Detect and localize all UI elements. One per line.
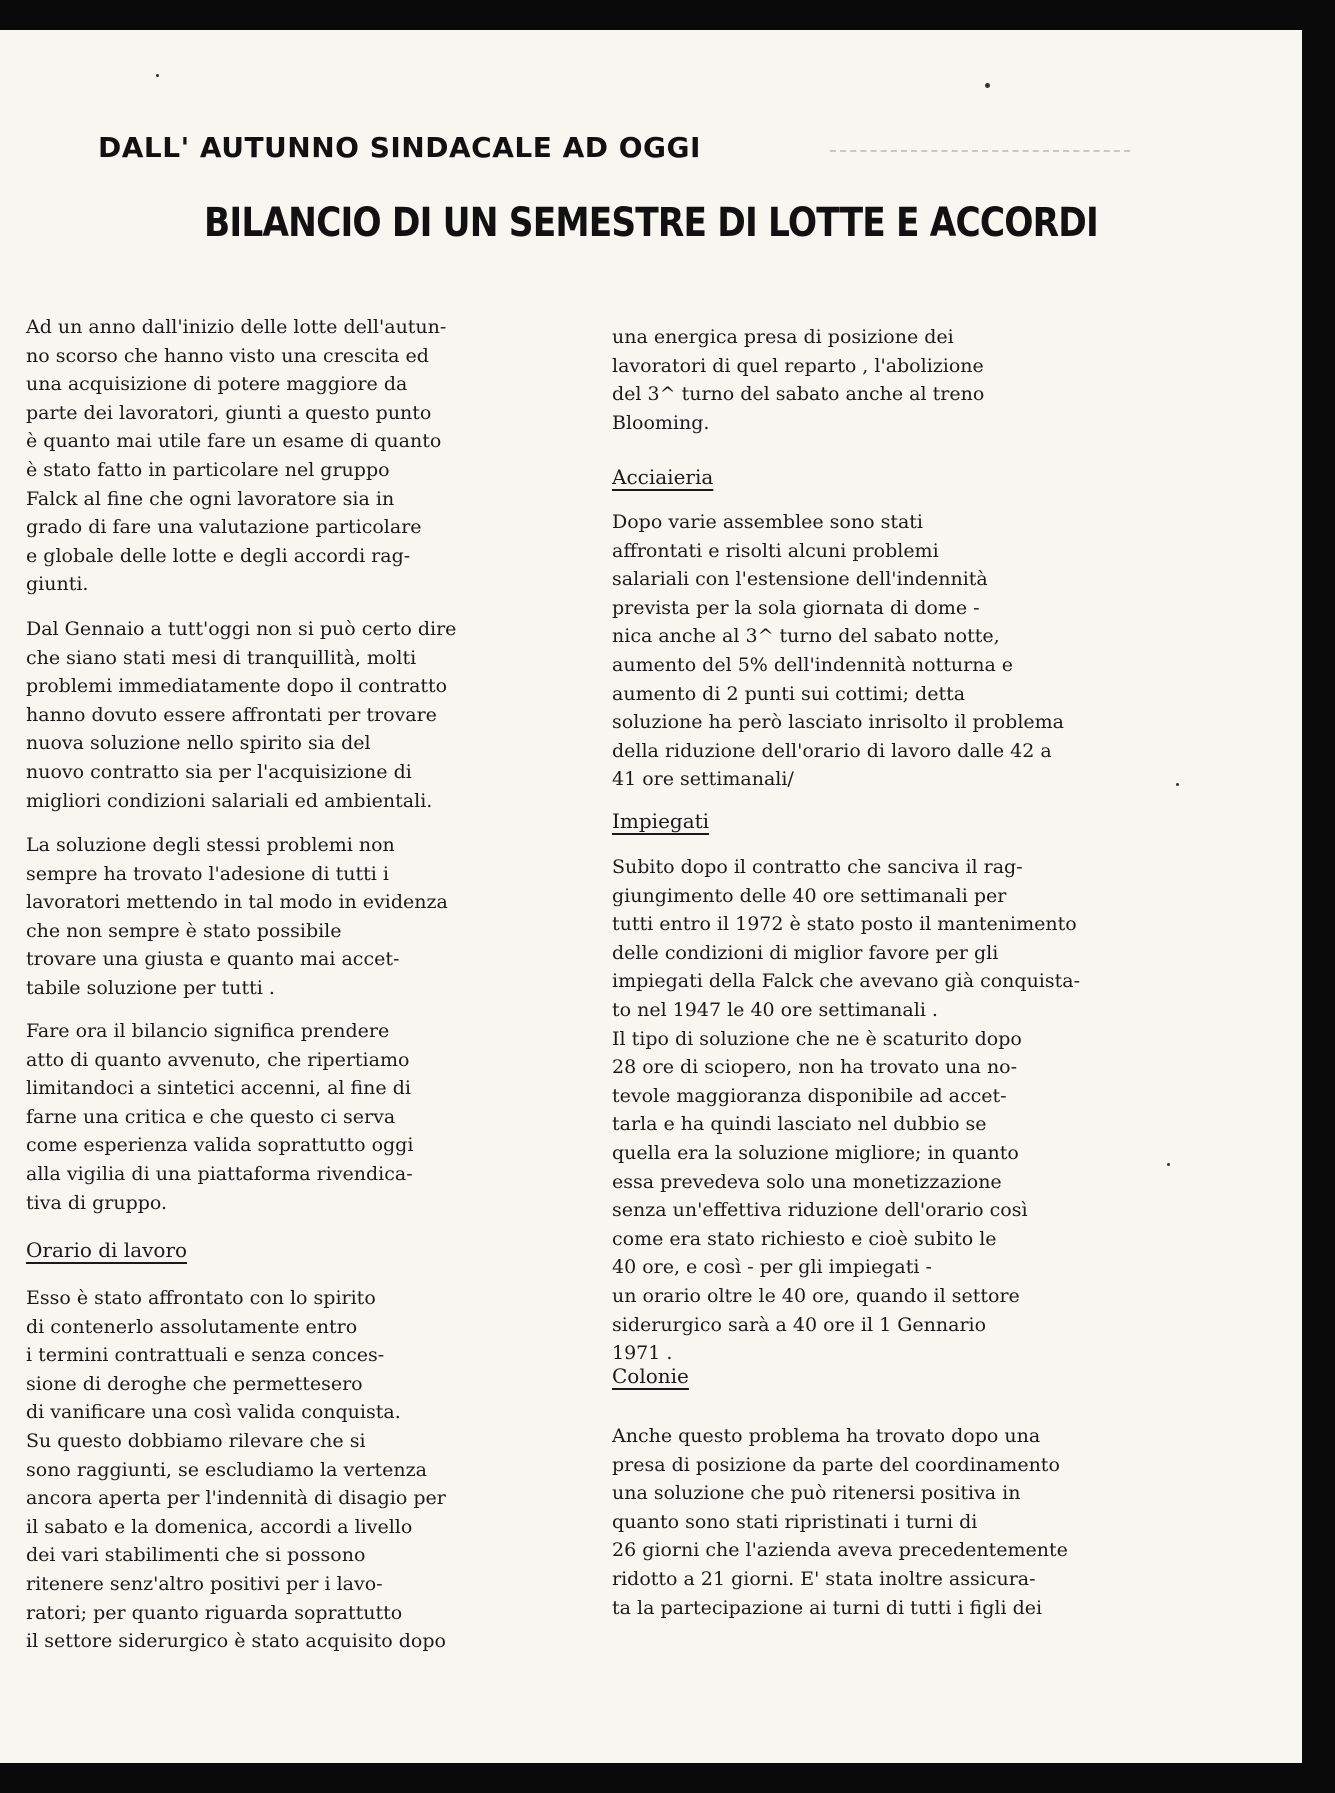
text-line: tabile soluzione per tutti . xyxy=(26,976,275,999)
text-line: parte dei lavoratori, giunti a questo punto xyxy=(26,401,432,424)
text-line: ridotto a 21 giorni. E' stata inoltre assicura- xyxy=(612,1567,1036,1590)
paragraph-intro xyxy=(26,313,446,599)
text-line: senza un'effettiva riduzione dell'orario così xyxy=(612,1199,1028,1222)
text-line: no scorso che hanno visto una crescita ed xyxy=(26,344,429,367)
text-line: limitandoci a sintetici accenni, al fine di xyxy=(26,1077,411,1100)
text-line: Falck al fine che ogni lavoratore sia in xyxy=(26,487,395,510)
decorative-dash-rule xyxy=(830,150,1130,152)
text-line: è stato fatto in particolare nel gruppo xyxy=(26,458,390,481)
text-line: farne una critica e che questo ci serva xyxy=(26,1105,396,1128)
text-line: della riduzione dell'orario di lavoro dalle 42 a xyxy=(612,739,1052,762)
print-speck xyxy=(1167,1163,1170,1166)
scan-border xyxy=(1302,0,1335,1793)
text-line: sono raggiunti, se escludiamo la vertenza xyxy=(26,1458,427,1481)
paragraph-bilancio xyxy=(26,1017,413,1217)
text-line: del 3^ turno del sabato anche al treno xyxy=(612,383,985,406)
print-speck xyxy=(156,74,159,77)
text-line: 26 giorni che l'azienda aveva precedentemente xyxy=(612,1539,1068,1562)
text-line: giungimento delle 40 ore settimanali per xyxy=(612,884,1007,907)
text-line: Ad un anno dall'inizio delle lotte dell'autun- xyxy=(26,316,447,338)
text-line: una soluzione che può ritenersi positiva in xyxy=(612,1482,1021,1505)
paragraph-continuation xyxy=(612,323,984,437)
kicker-heading: DALL' AUTUNNO SINDACALE AD OGGI xyxy=(98,131,701,164)
text-line: che siano stati mesi di tranquillità, molti xyxy=(26,646,417,669)
text-line: migliori condizioni salariali ed ambientali. xyxy=(26,789,433,812)
text-line: Su questo dobbiamo rilevare che si xyxy=(26,1429,366,1452)
text-line: alla vigilia di una piattaforma rivendica- xyxy=(26,1162,413,1185)
text-line: sempre ha trovato l'adesione di tutti i xyxy=(26,862,389,885)
section-title-acciaieria: Acciaieria xyxy=(612,465,714,489)
text-line: il sabato e la domenica, accordi a livello xyxy=(26,1515,413,1538)
text-line: giunti. xyxy=(26,573,89,596)
paragraph-impiegati xyxy=(612,853,1080,1368)
text-line: problemi immediatamente dopo il contratto xyxy=(26,675,448,698)
text-line: nuova soluzione nello spirito sia del xyxy=(26,732,371,755)
text-line: presa di posizione da parte del coordinamento xyxy=(612,1453,1060,1476)
paragraph-orario xyxy=(26,1284,446,1656)
text-line: i termini contrattuali e senza conces- xyxy=(26,1344,385,1367)
text-line: 41 ore settimanali/ xyxy=(612,768,794,791)
text-line: una acquisizione di potere maggiore da xyxy=(26,373,408,396)
text-line: impiegati della Falck che avevano già conquista- xyxy=(612,970,1081,993)
text-line: come esperienza valida soprattutto oggi xyxy=(26,1134,414,1157)
section-title-colonie: Colonie xyxy=(612,1364,689,1388)
text-line: aumento di 2 punti sui cottimi; detta xyxy=(612,682,966,705)
document-page xyxy=(0,30,1302,1763)
text-line: Subito dopo il contratto che sanciva il rag- xyxy=(612,856,1023,878)
text-line: di vanificare una così valida conquista. xyxy=(26,1401,401,1424)
text-line: hanno dovuto essere affrontati per trovare xyxy=(26,703,437,726)
text-line: Dal Gennaio a tutt'oggi non si può certo dire xyxy=(26,618,457,640)
text-line: essa prevedeva solo una monetizzazione xyxy=(612,1170,1002,1193)
text-line: tevole maggioranza disponibile ad accet- xyxy=(612,1084,1007,1107)
section-title-impiegati: Impiegati xyxy=(612,809,710,833)
text-line: Fare ora il bilancio significa prendere xyxy=(26,1020,390,1042)
text-line: che non sempre è stato possibile xyxy=(26,919,342,942)
text-line: ta la partecipazione ai turni di tutti i figli dei xyxy=(612,1596,1043,1619)
text-line: aumento del 5% dell'indennità notturna e xyxy=(612,653,1014,676)
text-line: 1971 . xyxy=(612,1342,673,1365)
text-line: nuovo contratto sia per l'acquisizione di xyxy=(26,760,412,783)
text-line: sione di deroghe che permettesero xyxy=(26,1372,363,1395)
section-title-orario: Orario di lavoro xyxy=(26,1238,188,1262)
text-line: delle condizioni di miglior favore per gli xyxy=(612,941,999,964)
text-line: lavoratori mettendo in tal modo in evidenza xyxy=(26,891,448,914)
text-line: ratori; per quanto riguarda soprattutto xyxy=(26,1601,403,1624)
text-line: trovare una giusta e quanto mai accet- xyxy=(26,948,400,971)
text-line: ritenere senz'altro positivi per i lavo- xyxy=(26,1572,383,1595)
text-line: è quanto mai utile fare un esame di quanto xyxy=(26,430,442,453)
text-line: e globale delle lotte e degli accordi rag- xyxy=(26,544,411,567)
text-line: Anche questo problema ha trovato dopo una xyxy=(612,1425,1041,1447)
text-line: tutti entro il 1972 è stato posto il mantenimento xyxy=(612,913,1077,936)
print-speck xyxy=(985,83,990,88)
text-line: Dopo varie assemblee sono stati xyxy=(612,511,924,533)
paragraph-colonie xyxy=(612,1422,1068,1622)
print-speck xyxy=(1176,783,1179,786)
text-line: Blooming. xyxy=(612,411,710,434)
text-line: atto di quanto avvenuto, che ripertiamo xyxy=(26,1048,410,1071)
paragraph-acciaieria xyxy=(612,508,1064,794)
text-line: quella era la soluzione migliore; in quanto xyxy=(612,1141,1019,1164)
paragraph-soluzione xyxy=(26,831,448,1003)
text-line: nica anche al 3^ turno del sabato notte, xyxy=(612,625,1000,648)
text-line: La soluzione degli stessi problemi non xyxy=(26,834,395,856)
text-line: prevista per la sola giornata di dome - xyxy=(612,596,980,619)
text-line: salariali con l'estensione dell'indennità xyxy=(612,568,988,591)
text-line: lavoratori di quel reparto , l'abolizione xyxy=(612,354,984,377)
text-line: grado di fare una valutazione particolare xyxy=(26,516,422,539)
text-line: Esso è stato affrontato con lo spirito xyxy=(26,1287,376,1309)
text-line: 40 ore, e così - per gli impiegati - xyxy=(612,1256,932,1279)
text-line: il settore siderurgico è stato acquisito dopo xyxy=(26,1630,446,1653)
paragraph-gennaio xyxy=(26,615,456,815)
text-line: di contenerlo assolutamente entro xyxy=(26,1315,358,1338)
article-headline: BILANCIO DI UN SEMESTRE DI LOTTE E ACCORDI xyxy=(204,200,1098,246)
text-line: 28 ore di sciopero, non ha trovato una no- xyxy=(612,1056,1018,1079)
text-line: quanto sono stati ripristinati i turni di xyxy=(612,1510,978,1533)
text-line: una energica presa di posizione dei xyxy=(612,326,954,348)
text-line: ancora aperta per l'indennità di disagio per xyxy=(26,1487,446,1510)
text-line: tarla e ha quindi lasciato nel dubbio se xyxy=(612,1113,987,1136)
text-line: dei vari stabilimenti che si possono xyxy=(26,1544,366,1567)
text-line: tiva di gruppo. xyxy=(26,1191,168,1214)
text-line: soluzione ha però lasciato inrisolto il problema xyxy=(612,711,1064,734)
text-line: Il tipo di soluzione che ne è scaturito dopo xyxy=(612,1027,1022,1050)
text-line: siderurgico sarà a 40 ore il 1 Gennario xyxy=(612,1313,987,1336)
text-line: to nel 1947 le 40 ore settimanali . xyxy=(612,998,938,1021)
text-line: come era stato richiesto e cioè subito le xyxy=(612,1227,997,1250)
text-line: un orario oltre le 40 ore, quando il settore xyxy=(612,1284,1020,1307)
text-line: affrontati e risolti alcuni problemi xyxy=(612,539,939,562)
